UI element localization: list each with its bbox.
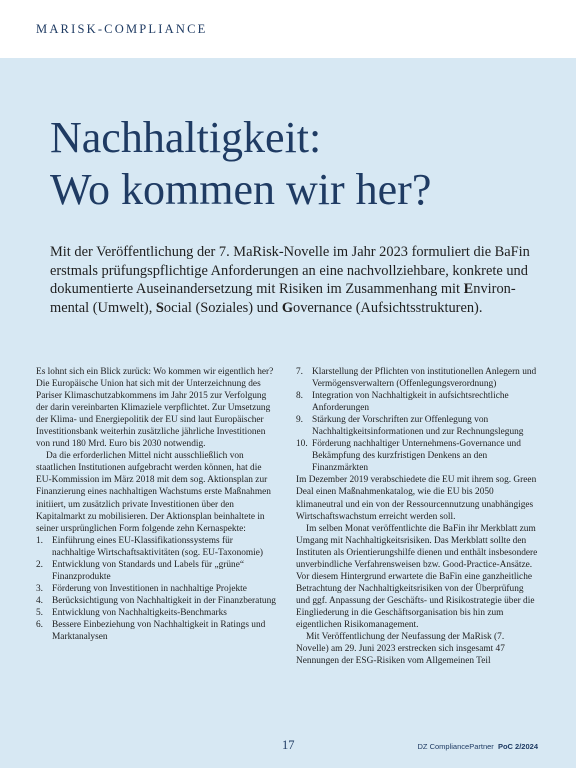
page-number: 17: [282, 738, 295, 752]
list-item: [296, 438, 538, 474]
list-item-text: Förderung nachhaltiger Unternehmens-Governance und Bekämpfung des kurzfristigen Denkens an den Finanzmärkten: [312, 439, 521, 474]
intro-g-initial: G: [281, 299, 294, 316]
list-item-number: 4.: [36, 595, 44, 606]
action-plan-list-continued: [296, 366, 538, 474]
list-item-number: 3.: [36, 583, 44, 594]
list-item-number: 2.: [36, 559, 44, 570]
list-item-text: Klarstellung der Pflichten von institutionellen Anlegern und Vermögensverwaltern (Offenlegungsverordnung): [312, 367, 537, 390]
publication-footer: [418, 742, 538, 751]
list-item-text: Entwicklung von Standards und Labels für „grüne“ Finanzprodukte: [52, 559, 245, 582]
right-column: [296, 366, 538, 667]
header-band: [0, 0, 576, 58]
page-title-line-2: Wo kommen wir her?: [50, 165, 432, 214]
list-item: [296, 414, 538, 438]
intro-g-rest: overnance (Aufsichtsstrukturen).: [293, 299, 483, 316]
intro-s-initial: S: [155, 299, 164, 316]
intro-text: Mit der Veröffentlichung der 7. MaRisk-Novelle im Jahr 2023 formuliert die BaFin erstmals prüfungspflichtige Anforderungen an eine nachvollziehbare, konkrete und dokumentierte Auseinandersetzung mit Risiken im Zusammenhang mit: [50, 244, 530, 298]
issue-label: PoC 2/2024: [497, 742, 538, 751]
intro-e-initial: E: [463, 281, 474, 298]
intro-paragraph: [50, 243, 530, 317]
body-paragraph: Mit Veröffentlichung der Neufassung der MaRisk (7. Novelle) am 29. Juni 2023 erstrecken sich insgesamt 47 Nennungen der ESG-Risiken vom Allgemeinen Teil: [296, 632, 505, 667]
list-item: [296, 366, 538, 390]
list-item: [36, 559, 278, 583]
list-item-number: 1.: [36, 535, 44, 546]
body-paragraph: Da die erforderlichen Mittel nicht ausschließlich von staatlichen Institutionen aufgebracht werden können, hat die EU-Kommission im März 2018 mit dem sog. Aktionsplan zur Finanzierung eines nachhaltigen Wachstums erste Maßnahmen initiiert, um zusätzlich private Investitionen über den Kapitalmarkt zu mobilisieren. Der Aktionsplan beinhaltete in seiner ursprünglichen Form folgende zehn Kernaspekte:: [36, 451, 271, 534]
page-title-line-1: Nachhaltigkeit:: [50, 113, 322, 162]
publication-name: DZ CompliancePartner: [417, 742, 494, 751]
list-item-text: Integration von Nachhaltigkeit in aufsichtsrechtliche Anforderungen: [312, 391, 509, 414]
intro-e-rest: nviron-mental (Umwelt),: [50, 281, 516, 316]
body-paragraph: Es lohnt sich ein Blick zurück: Wo kommen wir eigentlich her? Die Europäische Union hat sich mit der Unterzeichnung des Pariser Klimaschutzabkommens im Jahr 2015 zur Verfolgung der darin vereinbarten Klimaziele verpflichtet. Zur Umsetzung der Klima- und Energiepolitik der EU sind laut Europäischer Investitionsbank weiterhin zusätzliche jährliche Investitionen von rund 180 Mrd. Euro bis 2030 notwendig.: [36, 367, 274, 450]
body-paragraph: Im selben Monat veröffentlichte die BaFin ihr Merkblatt zum Umgang mit Nachhaltigkeitsrisiken. Das Merkblatt sollte den Instituten als Orientierungshilfe dienen und enthält insbesondere unverbindliche Verfahrensweisen bzw. Good-Practice-Ansätze. Vor diesem Hintergrund erwartete die BaFin eine ganzheitliche Betrachtung der Nachhaltigkeitsrisiken von der Überprüfung und ggf. Anpassung der Geschäfts- und Risikostrategie über die Eingliederung in die Geschäftsorganisation bis hin zum eigentlichen Risikomanagement.: [296, 523, 538, 630]
list-item-number: 7.: [296, 367, 304, 377]
list-item-number: 6.: [36, 619, 44, 630]
list-item-text: Entwicklung von Nachhaltigkeits-Benchmarks: [52, 607, 227, 618]
list-item: [36, 583, 278, 595]
intro-s-rest: ocial (Soziales) und: [163, 299, 282, 316]
list-item-number: 5.: [36, 607, 44, 618]
action-plan-list: [36, 535, 278, 643]
list-item-text: Stärkung der Vorschriften zur Offenlegung von Nachhaltigkeitsinformationen und zur Rechnungslegung: [312, 415, 524, 438]
page-title: [50, 112, 550, 216]
list-item: [36, 619, 278, 643]
list-item-text: Berücksichtigung von Nachhaltigkeit in der Finanzberatung: [52, 595, 276, 606]
list-item-text: Förderung von Investitionen in nachhaltige Projekte: [52, 583, 247, 594]
section-label: MARISK-COMPLIANCE: [36, 22, 208, 36]
list-item-text: Bessere Einbeziehung von Nachhaltigkeit in Ratings und Marktanalysen: [52, 619, 266, 643]
body-paragraph: Im Dezember 2019 verabschiedete die EU mit ihrem sog. Green Deal einen Maßnahmenkatalog, wie die EU bis 2050 klimaneutral und ein von der Ressourcennutzung unabhängiges Wirtschaftswachstum erreicht werden soll.: [296, 475, 537, 522]
list-item: [36, 607, 278, 619]
list-item-number: 9.: [296, 415, 304, 426]
list-item: [296, 390, 538, 414]
list-item: [36, 535, 278, 559]
list-item-number: 10.: [296, 439, 308, 450]
list-item-number: 8.: [296, 391, 304, 402]
list-item: [36, 595, 278, 607]
list-item-text: Einführung eines EU-Klassifikationssystems für nachhaltige Wirtschaftsaktivitäten (sog. EU-Taxonomie): [52, 535, 264, 558]
left-column: [36, 366, 278, 643]
